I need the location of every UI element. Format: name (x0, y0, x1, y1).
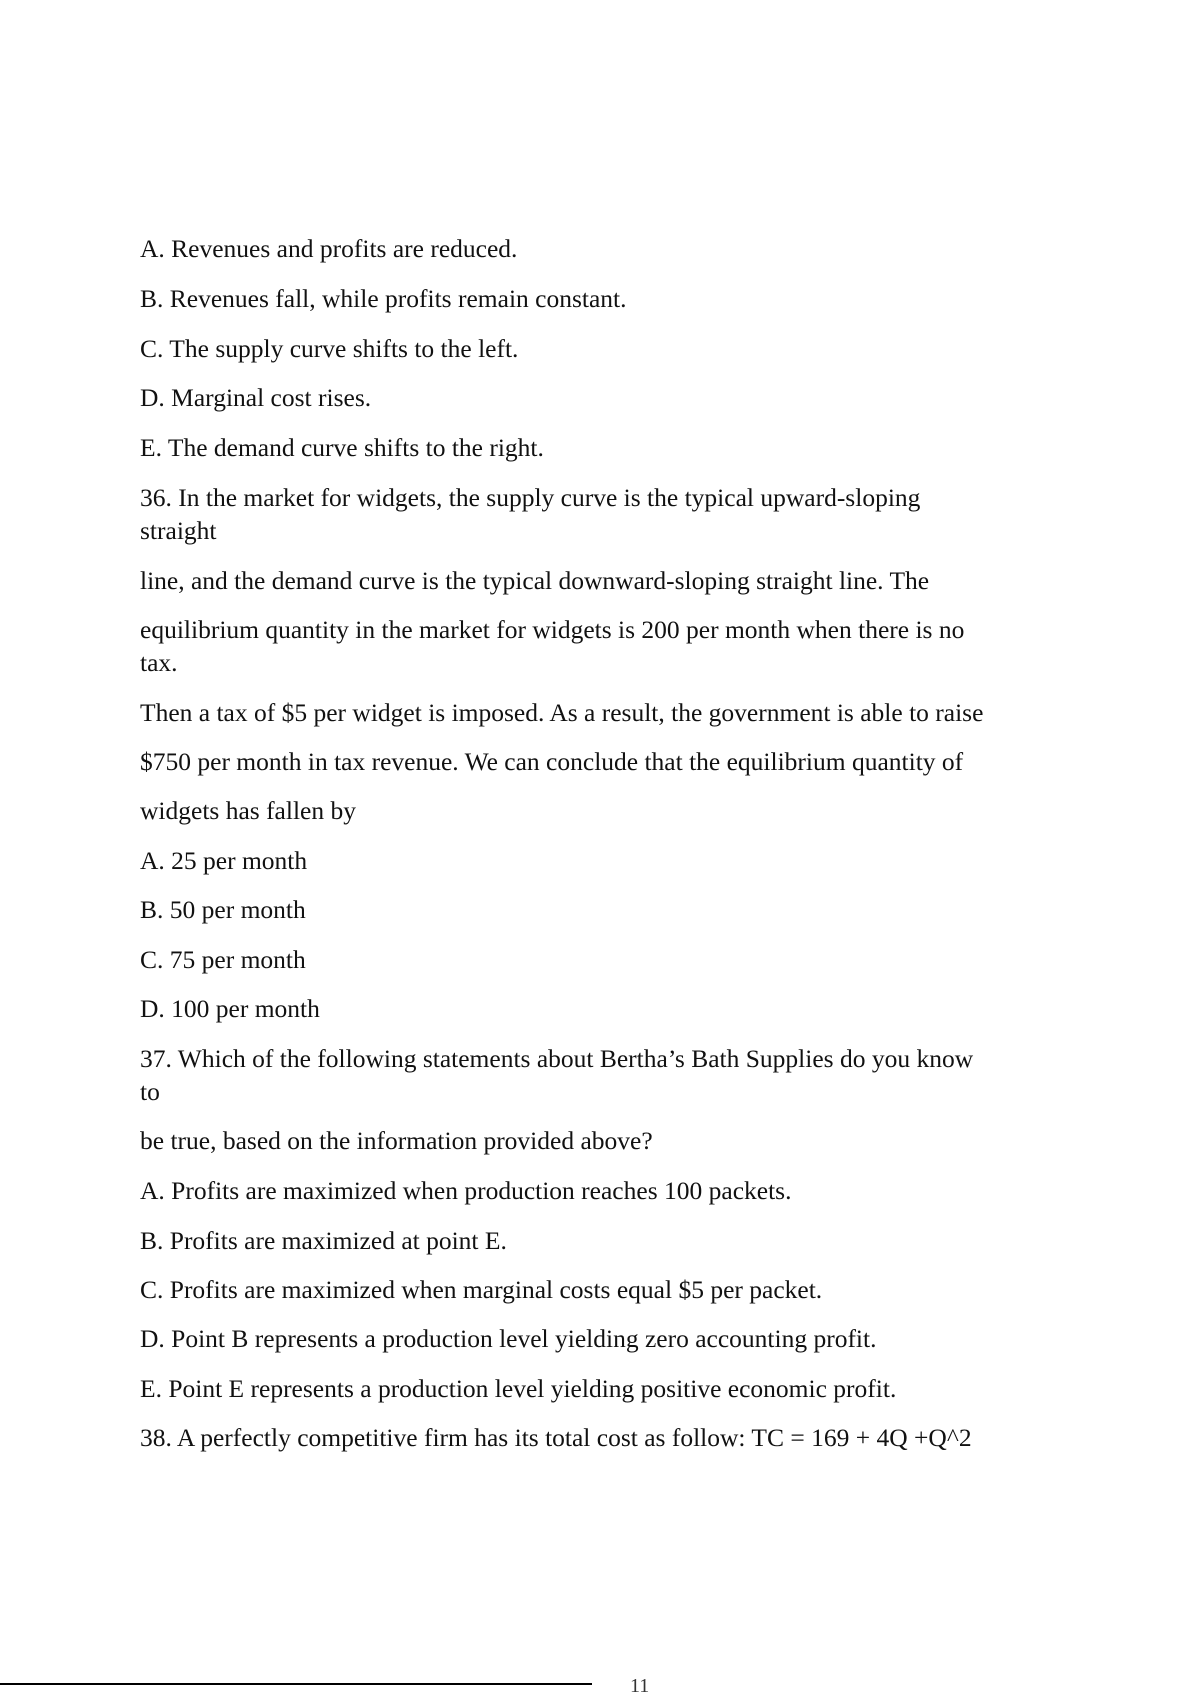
q36-stem-line-7: $750 per month in tax revenue. We can conclude that the equilibrium quantity of (140, 747, 964, 776)
q37-option-c: C. Profits are maximized when marginal costs equal $5 per packet. (140, 1275, 823, 1304)
q36-stem-line-1: 36. In the market for widgets, the supply curve is the typical upward-sloping (140, 483, 921, 512)
q37-option-a: A. Profits are maximized when production reaches 100 packets. (140, 1176, 792, 1205)
q35-option-e: E. The demand curve shifts to the right. (140, 433, 544, 462)
q36-stem-line-3: line, and the demand curve is the typical downward-sloping straight line. The (140, 566, 930, 595)
q35-option-c: C. The supply curve shifts to the left. (140, 334, 519, 363)
q36-stem-line-5: tax. (140, 648, 178, 677)
q35-option-a: A. Revenues and profits are reduced. (140, 234, 518, 263)
q37-stem-line-1: 37. Which of the following statements about Bertha’s Bath Supplies do you know (140, 1044, 974, 1073)
q37-stem-line-3: be true, based on the information provided above? (140, 1126, 653, 1155)
q36-stem-line-8: widgets has fallen by (140, 796, 356, 825)
q37-option-e: E. Point E represents a production level yielding positive economic profit. (140, 1374, 897, 1403)
q37-option-b: B. Profits are maximized at point E. (140, 1226, 507, 1255)
q38-stem-line-1: 38. A perfectly competitive firm has its total cost as follow: TC = 169 + 4Q +Q^2 (140, 1423, 972, 1452)
q36-stem-line-4: equilibrium quantity in the market for widgets is 200 per month when there is no (140, 615, 965, 644)
q36-option-b: B. 50 per month (140, 895, 306, 924)
q36-stem-line-6: Then a tax of $5 per widget is imposed. As a result, the government is able to raise (140, 698, 984, 727)
q35-option-b: B. Revenues fall, while profits remain constant. (140, 284, 627, 313)
q36-stem-line-2: straight (140, 516, 217, 545)
q36-option-d: D. 100 per month (140, 994, 320, 1023)
q36-option-a: A. 25 per month (140, 846, 308, 875)
q36-option-c: C. 75 per month (140, 945, 306, 974)
page-number: 11 (630, 1675, 650, 1697)
q37-option-d: D. Point B represents a production level yielding zero accounting profit. (140, 1324, 877, 1353)
q37-stem-line-2: to (140, 1077, 160, 1106)
q35-option-d: D. Marginal cost rises. (140, 383, 372, 412)
